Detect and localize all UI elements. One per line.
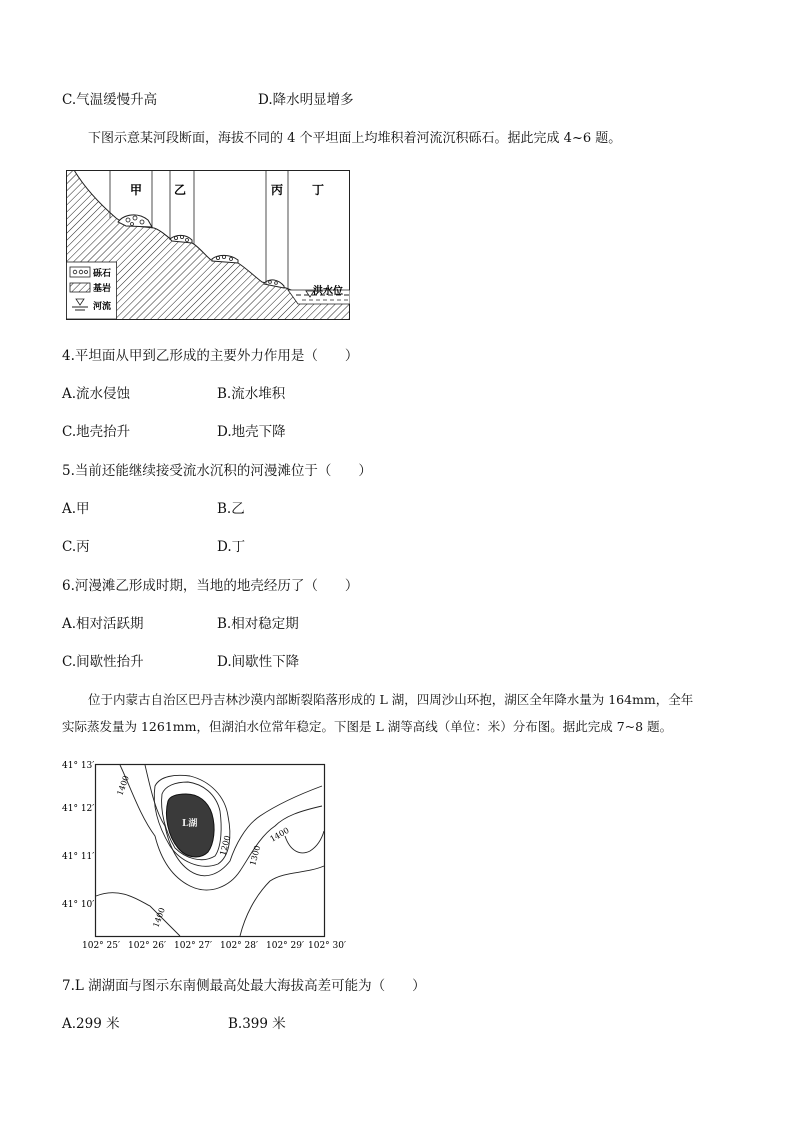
option-d-q3: D.降水明显增多 bbox=[258, 92, 354, 108]
contour-label-1300: 1300 bbox=[248, 844, 263, 867]
contour-label-1400-e: 1400 bbox=[268, 825, 291, 844]
label-jia: 甲 bbox=[129, 183, 143, 197]
option-b-q5: B.乙 bbox=[217, 501, 245, 517]
lon-label-3: 102° 27′ bbox=[174, 941, 213, 951]
intro-paragraph-2-line-1: 位于内蒙古自治区巴丹吉林沙漠内部断裂陷落形成的 L 湖，四周沙山环抱，湖区全年降水量为 164mm，全年 bbox=[88, 692, 694, 707]
label-bing: 丙 bbox=[270, 183, 284, 197]
option-c-q6: C.间歇性抬升 bbox=[62, 654, 144, 670]
lat-label-4: 41° 10′ bbox=[62, 900, 95, 910]
intro-paragraph-1: 下图示意某河段断面，海拔不同的 4 个平坦面上均堆积着河流沉积砾石。据此完成 4~6 题。 bbox=[88, 131, 622, 146]
legend-river-label: 河流 bbox=[93, 302, 112, 312]
contour-label-1400-nw: 1400 bbox=[115, 774, 131, 797]
question-7-stem: 7.L 湖湖面与图示东南侧最高处最大海拔高差可能为（ ） bbox=[62, 978, 426, 994]
option-a-q4: A.流水侵蚀 bbox=[62, 386, 131, 402]
option-a-q7: A.299 米 bbox=[62, 1016, 120, 1032]
lake-label: L湖 bbox=[182, 819, 198, 829]
legend-gravel-label: 砾石 bbox=[93, 269, 112, 279]
contour-label-1400-s: 1400 bbox=[151, 906, 167, 929]
legend-bedrock-icon bbox=[70, 283, 90, 292]
lon-label-5: 102° 29′ bbox=[266, 941, 305, 951]
river-cross-section-figure bbox=[66, 170, 350, 320]
lon-label-1: 102° 25′ bbox=[82, 941, 121, 951]
option-d-q5: D.丁 bbox=[217, 539, 246, 555]
option-a-q6: A.相对活跃期 bbox=[62, 616, 144, 632]
lon-label-6: 102° 30′ bbox=[308, 941, 347, 951]
label-yi: 乙 bbox=[173, 183, 187, 197]
lon-label-2: 102° 26′ bbox=[128, 941, 167, 951]
legend-bedrock-label: 基岩 bbox=[93, 284, 112, 294]
question-5-stem: 5.当前还能继续接受流水沉积的河漫滩位于（ ） bbox=[62, 463, 372, 479]
option-c-q4: C.地壳抬升 bbox=[62, 424, 131, 440]
legend-gravel-icon bbox=[70, 267, 90, 277]
option-b-q7: B.399 米 bbox=[228, 1016, 286, 1032]
question-4-stem: 4.平坦面从甲到乙形成的主要外力作用是（ ） bbox=[62, 348, 359, 364]
label-ding: 丁 bbox=[311, 183, 325, 197]
lat-label-2: 41° 12′ bbox=[62, 804, 95, 814]
question-6-stem: 6.河漫滩乙形成时期，当地的地壳经历了（ ） bbox=[62, 578, 359, 594]
contour-label-1200: 1200 bbox=[218, 834, 233, 857]
option-d-q6: D.间歇性下降 bbox=[217, 654, 300, 670]
option-d-q4: D.地壳下降 bbox=[217, 424, 286, 440]
label-flood-level: 洪水位 bbox=[313, 286, 343, 297]
option-b-q6: B.相对稳定期 bbox=[217, 616, 299, 632]
lon-label-4: 102° 28′ bbox=[220, 941, 259, 951]
lake-contour-map-figure bbox=[60, 756, 350, 952]
lat-label-1: 41° 13′ bbox=[62, 761, 95, 771]
option-c-q5: C.丙 bbox=[62, 539, 90, 555]
option-b-q4: B.流水堆积 bbox=[217, 386, 286, 402]
intro-paragraph-2-line-2: 实际蒸发量为 1261mm，但湖泊水位常年稳定。下图是 L 湖等高线（单位：米）分布图。据此完成 7~8 题。 bbox=[62, 719, 673, 734]
option-c-q3: C.气温缓慢升高 bbox=[62, 92, 158, 108]
lat-label-3: 41° 11′ bbox=[62, 852, 95, 862]
option-a-q5: A.甲 bbox=[62, 501, 90, 517]
